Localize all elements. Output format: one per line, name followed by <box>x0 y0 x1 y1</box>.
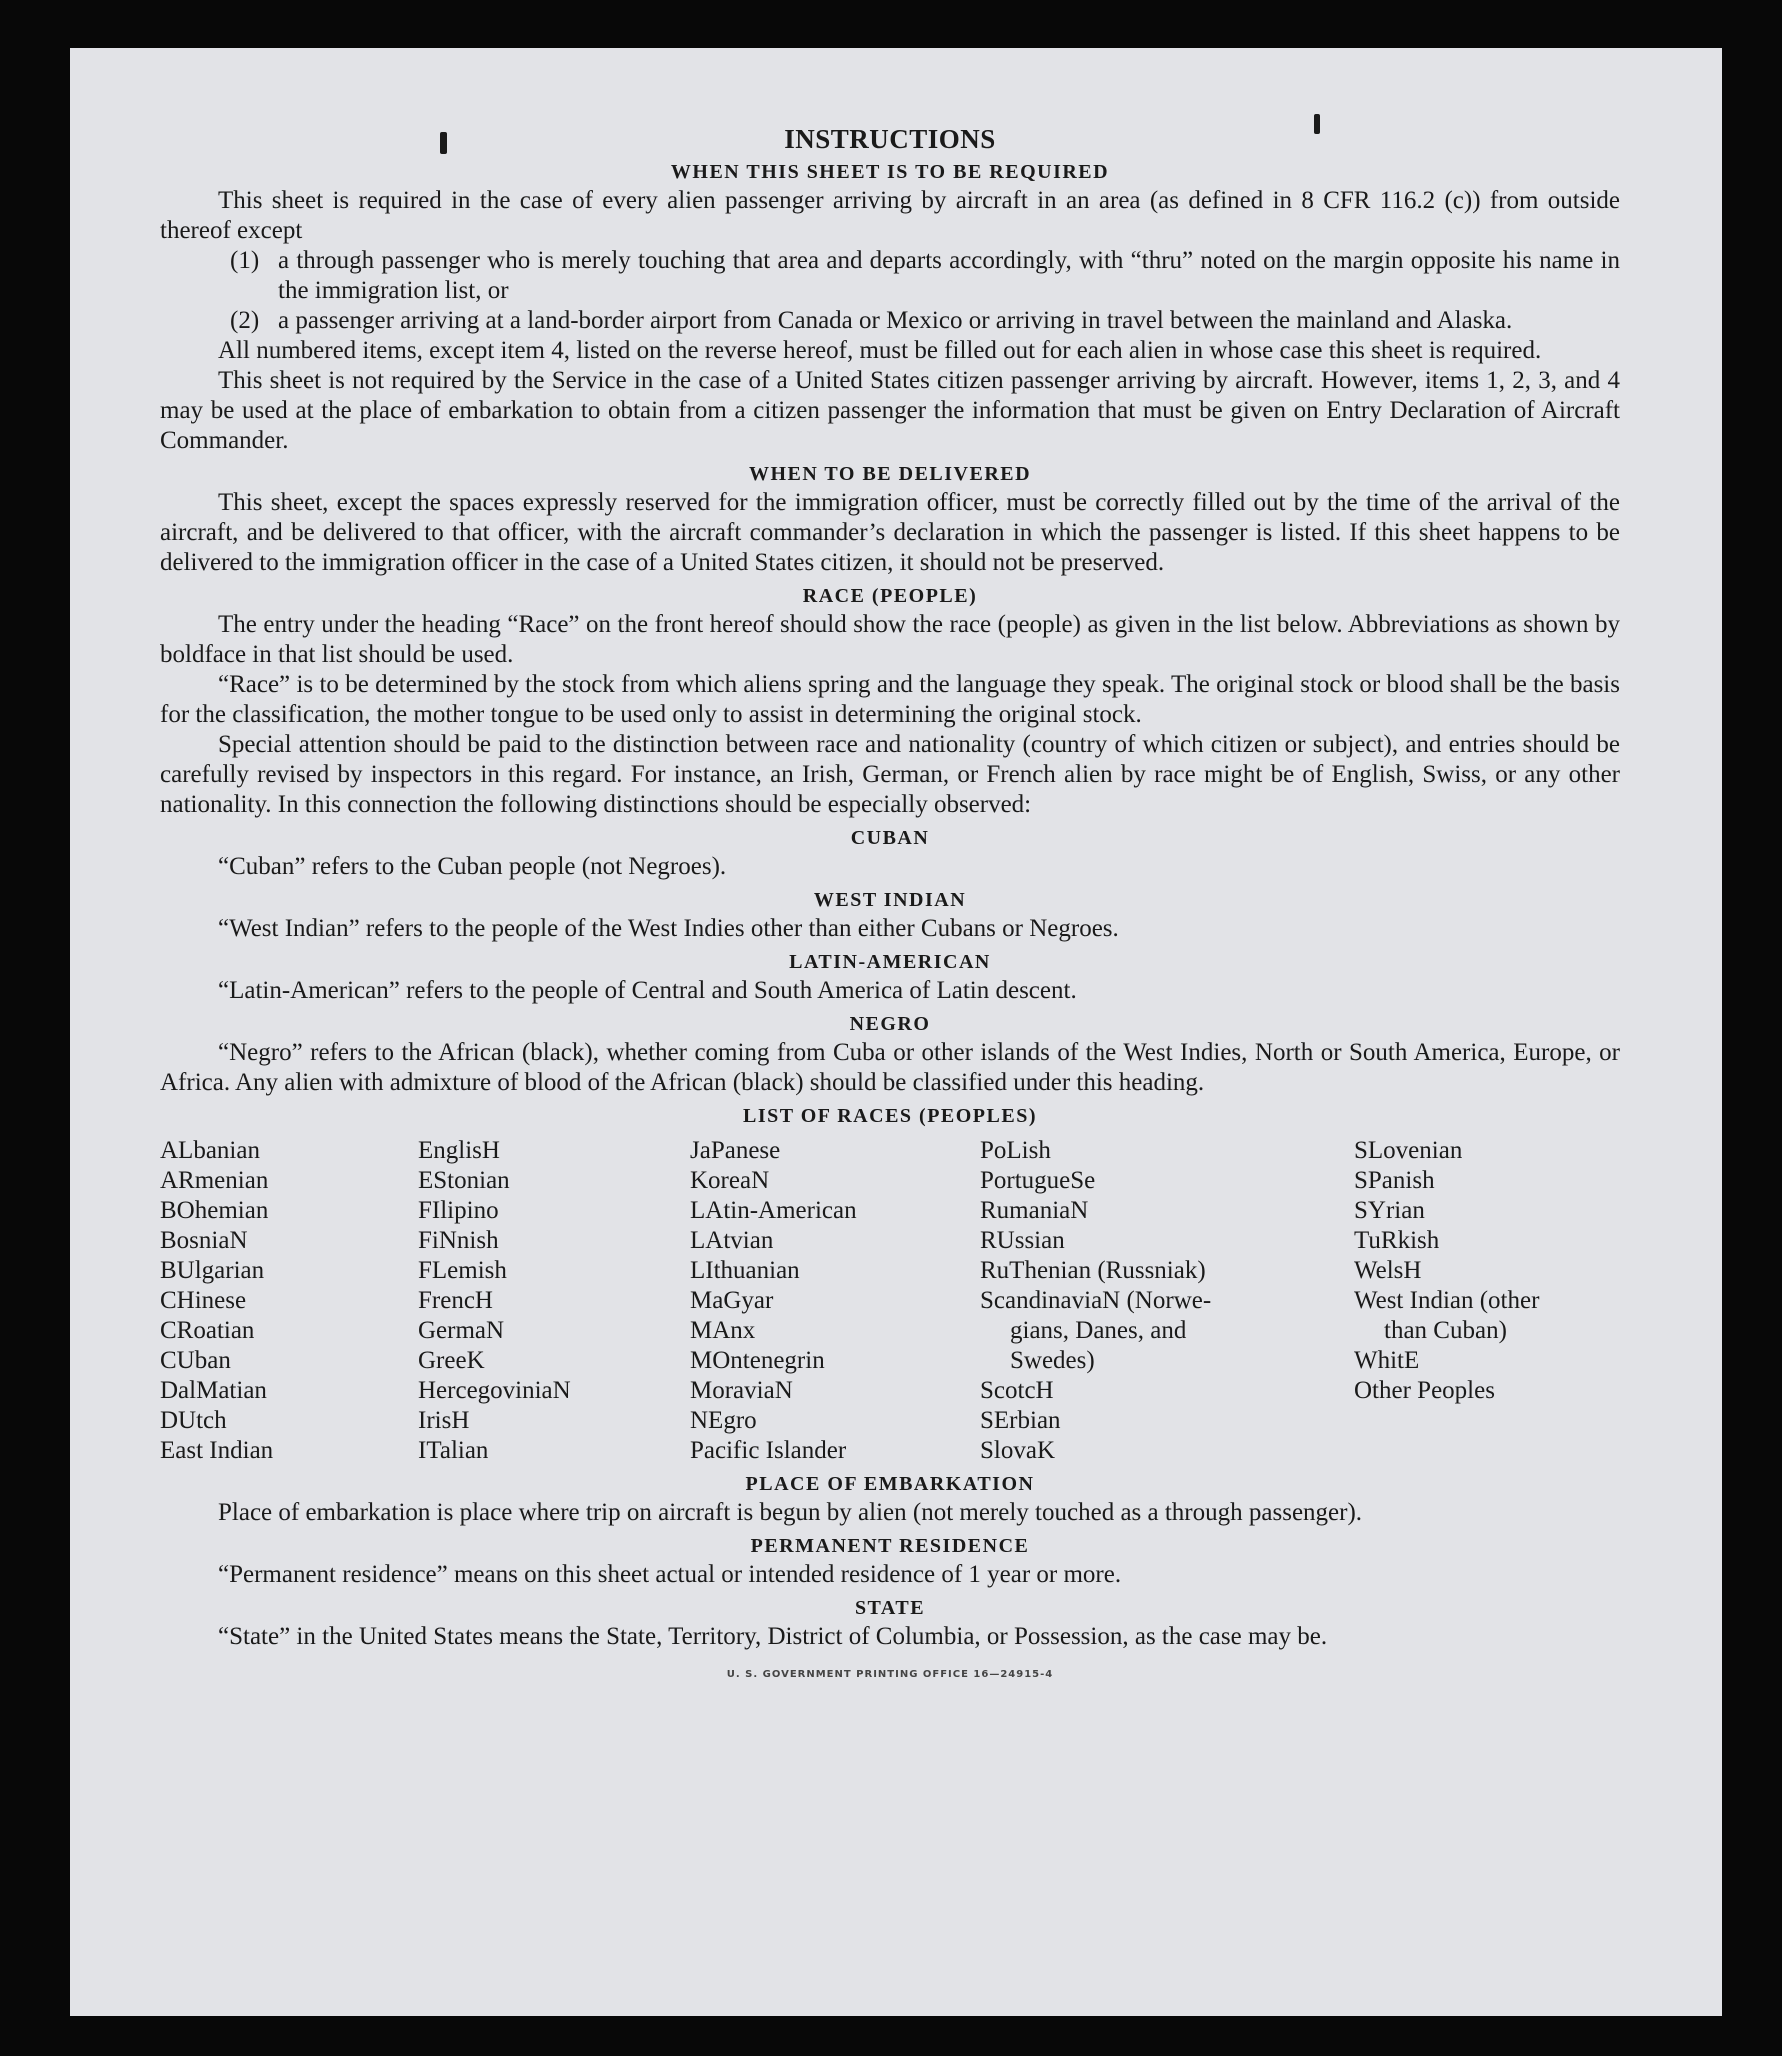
exception-item <box>230 306 1620 336</box>
paragraph: “West Indian” refers to the people of the West Indies other than either Cubans or Negroes. <box>218 915 1119 942</box>
race-item: ScandinaviaN (Norwe- <box>980 1287 1212 1314</box>
race-item: SLovenian <box>1354 1137 1463 1164</box>
race-item: MOntenegrin <box>690 1347 825 1374</box>
race-item: EnglisH <box>418 1137 500 1164</box>
race-item: GreeK <box>418 1347 485 1374</box>
race-item: LAtin-American <box>690 1197 857 1224</box>
heading-when-delivered: WHEN TO BE DELIVERED <box>748 463 1032 485</box>
race-item: ARmenian <box>160 1167 269 1194</box>
instructions-body <box>160 124 1620 1690</box>
race-item: West Indian (other <box>1354 1287 1540 1314</box>
race-item: TuRkish <box>1354 1227 1440 1254</box>
heading-latin-american: LATIN-AMERICAN <box>789 951 991 973</box>
race-item-continued: Swedes) <box>1010 1347 1095 1374</box>
race-column <box>418 1136 690 1466</box>
race-item: SPanish <box>1354 1167 1435 1194</box>
paragraph: All numbered items, except item 4, listed on the reverse hereof, must be filled out for each alien in whose case this sheet is required. <box>218 337 1542 364</box>
race-item: DalMatian <box>160 1377 267 1404</box>
race-item: WhitE <box>1354 1347 1420 1374</box>
race-item: PortugueSe <box>980 1167 1096 1194</box>
race-item: SErbian <box>980 1407 1061 1434</box>
race-item: PoLish <box>980 1137 1051 1164</box>
heading-west-indian: WEST INDIAN <box>813 889 967 911</box>
race-item: Other Peoples <box>1354 1377 1495 1404</box>
race-item: FrencH <box>418 1287 493 1314</box>
race-item: GermaN <box>418 1317 505 1344</box>
heading-cuban: CUBAN <box>850 827 930 849</box>
paragraph: “Permanent residence” means on this sheet actual or intended residence of 1 year or more. <box>218 1561 1122 1588</box>
heading-when-required: WHEN THIS SHEET IS TO BE REQUIRED <box>670 161 1110 183</box>
race-item: KoreaN <box>690 1167 770 1194</box>
race-column <box>690 1136 980 1466</box>
exception-item <box>230 246 1620 306</box>
document-page <box>70 48 1722 2016</box>
race-item: SlovaK <box>980 1437 1055 1464</box>
item-number: (2) <box>230 307 260 334</box>
paragraph: The entry under the heading “Race” on the front hereof should show the race (people) as given in the list below. Abbreviations as shown by boldface in that list should be used. <box>160 611 1620 668</box>
heading-permanent-residence: PERMANENT RESIDENCE <box>750 1535 1030 1557</box>
race-item: LIthuanian <box>690 1257 800 1284</box>
item-number: (1) <box>230 247 260 274</box>
race-item: NEgro <box>690 1407 757 1434</box>
race-item: FIlipino <box>418 1197 499 1224</box>
race-item: HercegoviniaN <box>418 1377 571 1404</box>
heading-list-of-races: LIST OF RACES (PEOPLES) <box>742 1105 1037 1127</box>
race-item: RuThenian (Russniak) <box>980 1257 1206 1284</box>
race-item: BOhemian <box>160 1197 269 1224</box>
paragraph: “Race” is to be determined by the stock from which aliens spring and the language they speak. The original stock or blood shall be the basis for the classification, the mother tongue to be used only to assist in determining the original stock. <box>160 671 1620 728</box>
paragraph: “Negro” refers to the African (black), whether coming from Cuba or other islands of the West Indies, North or South America, Europe, or Africa. Any alien with admixture of blood of the African (black) should be classified under this heading. <box>160 1039 1620 1096</box>
race-item: ALbanian <box>160 1137 260 1164</box>
paragraph: Special attention should be paid to the distinction between race and nationality (country of which citizen or subject), and entries should be carefully revised by inspectors in this regard. For instance, an Irish, German, or French alien by race might be of English, Swiss, or any other nationality. In this connection the following distinctions should be especially observed: <box>160 731 1620 818</box>
paragraph: “Cuban” refers to the Cuban people (not Negroes). <box>218 853 727 880</box>
heading-race: RACE (PEOPLE) <box>802 585 978 607</box>
race-item: East Indian <box>160 1437 274 1464</box>
race-item: FLemish <box>418 1257 507 1284</box>
heading-state: STATE <box>854 1597 926 1619</box>
race-item: LAtvian <box>690 1227 774 1254</box>
race-list <box>160 1136 1620 1466</box>
race-item-continued: gians, Danes, and <box>1010 1317 1187 1344</box>
paragraph: “Latin-American” refers to the people of Central and South America of Latin descent. <box>218 977 1077 1004</box>
heading-negro: NEGRO <box>849 1013 931 1035</box>
race-item: RumaniaN <box>980 1197 1089 1224</box>
race-item: Pacific Islander <box>690 1437 847 1464</box>
race-item: MaGyar <box>690 1287 774 1314</box>
item-text: a passenger arriving at a land-border airport from Canada or Mexico or arriving in travel between the mainland and Alaska. <box>278 307 1513 334</box>
race-column <box>980 1136 1354 1466</box>
race-item: BosniaN <box>160 1227 248 1254</box>
race-item: DUtch <box>160 1407 227 1434</box>
item-text: a through passenger who is merely touching that area and departs accordingly, with “thru” noted on the margin opposite his name in the immigration list, or <box>278 247 1620 304</box>
race-item: CHinese <box>160 1287 247 1314</box>
race-item: IrisH <box>418 1407 470 1434</box>
race-item: FiNnish <box>418 1227 499 1254</box>
race-column <box>1354 1136 1616 1466</box>
printer-imprint: U. S. GOVERNMENT PRINTING OFFICE 16—24915-4 <box>726 1669 1054 1680</box>
paragraph: “State” in the United States means the State, Territory, District of Columbia, or Possession, as the case may be. <box>218 1623 1328 1650</box>
race-item: CUban <box>160 1347 231 1374</box>
paragraph: Place of embarkation is place where trip on aircraft is begun by alien (not merely touched as a through passenger). <box>218 1499 1363 1526</box>
paragraph: This sheet, except the spaces expressly reserved for the immigration officer, must be correctly filled out by the time of the arrival of the aircraft, and be delivered to that officer, with the aircraft commander’s declaration in which the passenger is listed. If this sheet happens to be delivered to the immigration officer in the case of a United States citizen, it should not be preserved. <box>160 489 1620 576</box>
page-title: INSTRUCTIONS <box>784 124 996 154</box>
race-item: EStonian <box>418 1167 510 1194</box>
race-item: ScotcH <box>980 1377 1054 1404</box>
race-item: WelsH <box>1354 1257 1422 1284</box>
heading-place-of-embarkation: PLACE OF EMBARKATION <box>745 1473 1035 1495</box>
race-item: SYrian <box>1354 1197 1425 1224</box>
paragraph: This sheet is required in the case of every alien passenger arriving by aircraft in an area (as defined in 8 CFR 116.2 (c)) from outside thereof except <box>160 187 1620 244</box>
paragraph: This sheet is not required by the Service in the case of a United States citizen passenger arriving by aircraft. However, items 1, 2, 3, and 4 may be used at the place of embarkation to obtain from a citizen passenger the information that must be given on Entry Declaration of Aircraft Commander. <box>160 367 1620 454</box>
race-item: JaPanese <box>690 1137 781 1164</box>
race-item: MoraviaN <box>690 1377 793 1404</box>
race-item-continued: than Cuban) <box>1384 1317 1507 1344</box>
race-item: ITalian <box>418 1437 489 1464</box>
race-item: CRoatian <box>160 1317 255 1344</box>
race-column <box>160 1136 418 1466</box>
race-item: BUlgarian <box>160 1257 265 1284</box>
race-item: MAnx <box>690 1317 756 1344</box>
race-item: RUssian <box>980 1227 1065 1254</box>
